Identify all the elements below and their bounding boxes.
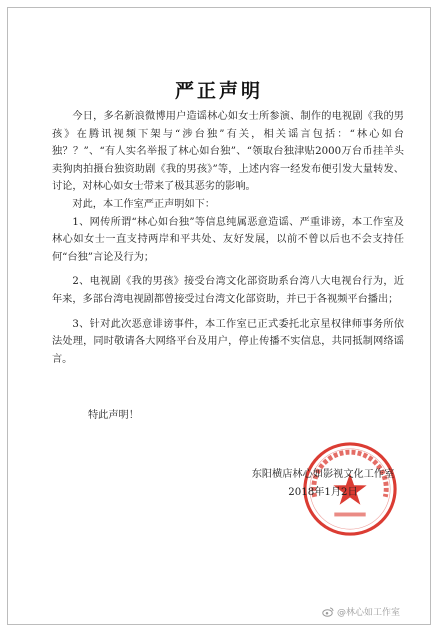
page-title: 严正声明 [174,80,263,102]
paragraph-point-3: 3、针对此次恶意诽谤事件，本工作室已正式委托北京星权律师事务所依法处理，同时敬请各大网络平台及用户，停止传播不实信息，共同抵制网络谣言。 [52,318,404,365]
closing-line: 特此声明！ [88,410,139,421]
watermark [322,605,400,618]
paragraph-point-1: 1、网传所谓“林心如台独”等信息纯属恶意造谣、严重诽谤，本工作室及林心如女士一直支持两岸和平共处、友好发展，以前不曾以后也不会支持任何“台独”言论及行为； [52,216,404,263]
signature-block [238,466,408,502]
statement-page [7,7,431,625]
paragraph-point-2: 2、电视剧《我的男孩》接受台湾文化部资助系台湾八大电视台行为，近年来，多部台湾电视剧都曾接受过台湾文化部资助，并已于各视频平台播出； [52,276,404,305]
signature-company: 东阳横店林心如影视文化工作室 [251,469,395,480]
paragraph-declaration: 对此，本工作室严正声明如下： [72,198,216,210]
watermark-text: @林心如工作室 [336,608,400,618]
signature-date: 2018年1月2日 [288,487,358,498]
weibo-logo-icon [322,607,334,617]
paragraph-intro: 今日，多名新浪微博用户造谣林心如女士所参演、制作的电视剧《我的男孩》在腾讯视频下架与“涉台独”有关，相关谣言包括：“林心如台独？？”、“有人实名举报了林心如台独”、“领取台独津贴2000万台币挂羊头卖狗肉拍摄台独资助剧《我的男孩》”等，上述内容一经发布便引发大量转发、讨论，对林心如女士带来了极其恶劣的影响。 [52,111,404,193]
statement-body [52,108,404,368]
